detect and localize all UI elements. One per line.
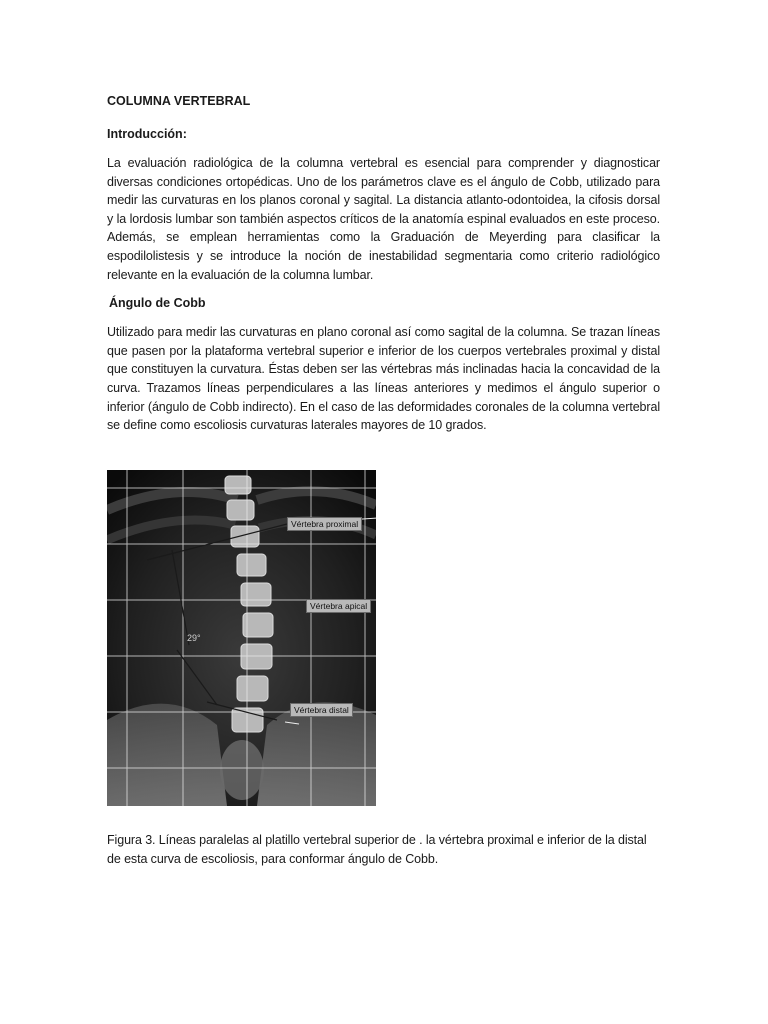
intro-paragraph: La evaluación radiológica de la columna vertebral es esencial para comprender y diagnosticar diversas condiciones ortopédicas. Uno de los parámetros clave es el ángulo de Cobb, utilizado para medir las curvaturas en los planos coronal y sagital. La distancia atlanto-odontoidea, la cifosis dorsal y la lordosis lumbar son también aspectos críticos de la anatomía espinal evaluados en este proceso. Además, se emplean herramientas como la Graduación de Meyerding para clasificar la espodilolistesis y se introduce la noción de inestabilidad segmentaria como criterio radiológico relevante en la evaluación de la columna lumbar. [107, 156, 660, 282]
document-title: COLUMNA VERTEBRAL [107, 94, 251, 108]
document-body [107, 92, 660, 445]
cobb-angle-label: 29° [187, 633, 201, 643]
intro-heading: Introducción: [107, 127, 187, 141]
cobb-heading: Ángulo de Cobb [109, 296, 206, 311]
xray-figure [107, 470, 376, 806]
label-distal-vertebra: Vértebra distal [290, 703, 353, 717]
figure-caption: Figura 3. Líneas paralelas al platillo vertebral superior de . la vértebra proximal e inferior de la distal de esta curva de escoliosis, para conformar ángulo de Cobb. [107, 832, 647, 866]
label-proximal-vertebra: Vértebra proximal [287, 517, 362, 531]
label-apical-vertebra: Vértebra apical [306, 599, 371, 613]
cobb-paragraph: Utilizado para medir las curvaturas en plano coronal así como sagital de la columna. Se trazan líneas que pasen por la plataforma vertebral superior e inferior de los cuerpos vertebrales proximal y distal que constituyen la curvatura. Éstas deben ser las vértebras más inclinadas hacia la concavidad de la curva. Trazamos líneas perpendiculares a las líneas anteriores y medimos el ángulo superior o inferior (ángulo de Cobb indirecto). En el caso de las deformidades coronales de la columna vertebral se define como escoliosis curvaturas laterales mayores de 10 grados. [107, 325, 660, 433]
